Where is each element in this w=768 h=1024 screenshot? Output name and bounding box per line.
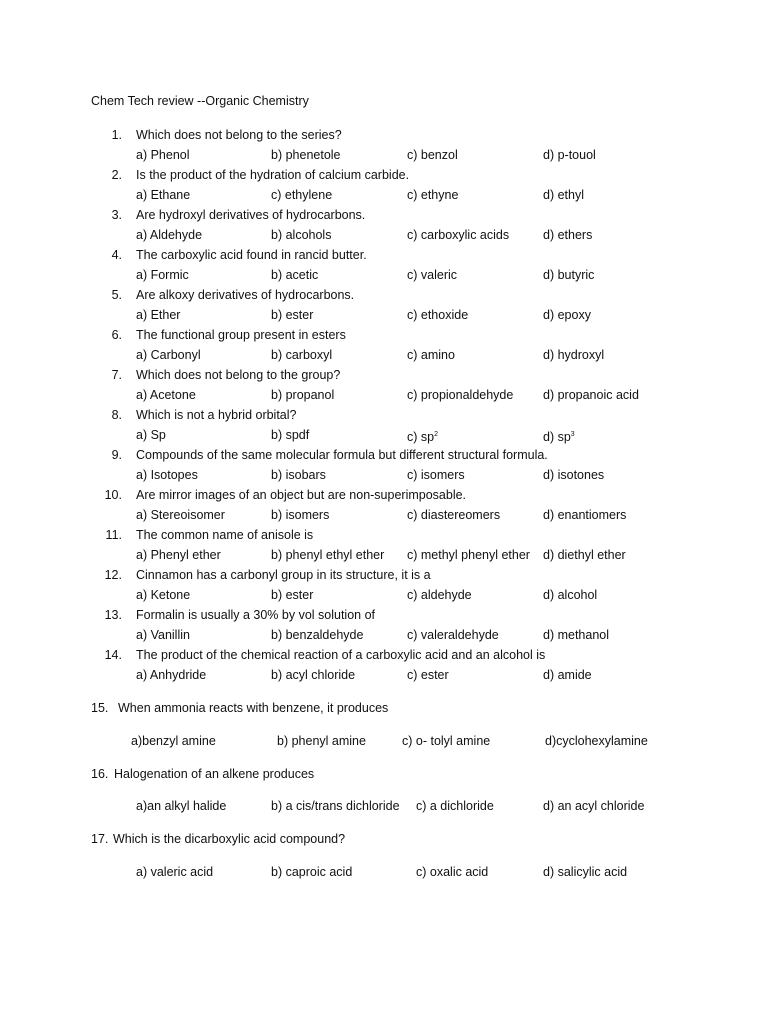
answer-option-text: a) Phenol: [136, 148, 190, 162]
answer-option-text: b) spdf: [271, 428, 310, 442]
question-text: Which does not belong to the series?: [136, 128, 342, 142]
answer-option: [543, 347, 604, 363]
answer-option-text: d) ethyl: [543, 188, 584, 202]
question-number: 8.: [111, 408, 122, 422]
answer-option-text: d) methanol: [543, 628, 610, 642]
question-text: Are mirror images of an object but are non-superimposable.: [136, 488, 467, 502]
answer-option-text: d) isotones: [543, 468, 605, 482]
answer-option-text: b) a cis/trans dichloride: [271, 799, 400, 813]
question-text: Which is the dicarboxylic acid compound?: [113, 832, 346, 846]
answer-option: [271, 507, 329, 523]
question-number: 14.: [104, 648, 122, 662]
answer-option: [271, 267, 318, 283]
answer-option: [136, 798, 226, 814]
question-number: 3.: [111, 208, 122, 222]
answer-option: [271, 307, 313, 323]
answer-option-text: b) phenyl ethyl ether: [271, 548, 385, 562]
answer-option-text: a) Aldehyde: [136, 228, 203, 242]
answer-option: [407, 227, 509, 243]
answer-option: [543, 507, 626, 523]
answer-option: [136, 267, 189, 283]
question-text: Formalin is usually a 30% by vol solution of: [136, 608, 376, 622]
answer-option: [543, 427, 575, 445]
answer-option: [543, 667, 592, 683]
answer-option-text: a) Carbonyl: [136, 348, 201, 362]
answer-option-text: d) diethyl ether: [543, 548, 626, 562]
answer-option: [416, 864, 488, 880]
answer-option: [543, 587, 597, 603]
answer-option: [407, 147, 458, 163]
question-number: 16.: [91, 767, 109, 781]
answer-option: [136, 387, 196, 403]
answer-option: [543, 187, 584, 203]
answer-option-text: c) amino: [407, 348, 455, 362]
answer-option: [543, 227, 592, 243]
answer-option-text: a) Sp: [136, 428, 166, 442]
answer-option-text: c) a dichloride: [416, 799, 494, 813]
answer-option: [136, 627, 190, 643]
question-number: 6.: [111, 328, 122, 342]
answer-option-text: d) p-touol: [543, 148, 596, 162]
answer-option: [543, 307, 591, 323]
answer-option: [402, 733, 490, 749]
question-number: 17.: [91, 832, 109, 846]
answer-option-text: a) Ethane: [136, 188, 191, 202]
answer-option: [407, 507, 500, 523]
answer-option-text: c) ethyne: [407, 188, 459, 202]
answer-option-text: d) epoxy: [543, 308, 591, 322]
answer-option-text: d) propanoic acid: [543, 388, 639, 402]
answer-option: [543, 864, 627, 880]
answer-option-text: c) ethylene: [271, 188, 333, 202]
answer-option-text: d)cyclohexylamine: [545, 734, 648, 748]
answer-option: [407, 267, 457, 283]
question-text: The functional group present in esters: [136, 328, 346, 342]
answer-option-text: a) Formic: [136, 268, 189, 282]
answer-option-text: b) acyl chloride: [271, 668, 356, 682]
answer-option: [407, 307, 468, 323]
question-text: Cinnamon has a carbonyl group in its structure, it is a: [136, 568, 431, 582]
answer-option-text: c) aldehyde: [407, 588, 472, 602]
answer-option-text: b) alcohols: [271, 228, 332, 242]
answer-option: [271, 227, 331, 243]
answer-option: [407, 627, 499, 643]
answer-option: [543, 627, 609, 643]
question-number: 5.: [111, 288, 122, 302]
answer-option: [407, 187, 458, 203]
answer-option: [271, 667, 355, 683]
answer-option-text: c) propionaldehyde: [407, 388, 514, 402]
answer-option: [136, 587, 190, 603]
page-title: Chem Tech review --Organic Chemistry: [91, 94, 309, 108]
question-number: 1.: [111, 128, 122, 142]
question-number: 9.: [111, 448, 122, 462]
answer-option-text: c) diastereomers: [407, 508, 501, 522]
answer-option-text: a) Anhydride: [136, 668, 207, 682]
answer-option-text: a) Ketone: [136, 588, 191, 602]
question-number: 15.: [91, 701, 109, 715]
answer-option: [407, 667, 449, 683]
answer-option-text: d) butyric: [543, 268, 595, 282]
answer-option-text: a) Phenyl ether: [136, 548, 221, 562]
answer-option: [271, 864, 352, 880]
answer-option-text: d) ethers: [543, 228, 593, 242]
question-text: Which does not belong to the group?: [136, 368, 341, 382]
answer-option-text: c) oxalic acid: [416, 865, 489, 879]
question-number: 10.: [104, 488, 122, 502]
question-text: Are hydroxyl derivatives of hydrocarbons.: [136, 208, 366, 222]
answer-option: [271, 627, 363, 643]
answer-option: [271, 147, 341, 163]
answer-option: [136, 227, 202, 243]
answer-option-text: a) Isotopes: [136, 468, 198, 482]
question-text: Halogenation of an alkene produces: [114, 767, 315, 781]
answer-option: [271, 587, 313, 603]
answer-option-text: d) sp: [543, 430, 571, 445]
answer-option: [407, 547, 530, 563]
answer-option: [543, 547, 626, 563]
answer-option: [136, 347, 201, 363]
question-text: Compounds of the same molecular formula but different structural formula.: [136, 448, 548, 462]
answer-option: [136, 864, 213, 880]
answer-option-text: b) caproic acid: [271, 865, 353, 879]
superscript: 3: [570, 431, 575, 438]
answer-option-text: c) benzol: [407, 148, 458, 162]
answer-option-text: b) ester: [271, 308, 314, 322]
answer-option-text: b) phenetole: [271, 148, 341, 162]
answer-option: [136, 507, 225, 523]
answer-option-text: c) sp: [407, 430, 435, 445]
question-text: Which is not a hybrid orbital?: [136, 408, 297, 422]
question-text: The carboxylic acid found in rancid butter.: [136, 248, 367, 262]
question-number: 7.: [111, 368, 122, 382]
question-text: When ammonia reacts with benzene, it produces: [118, 701, 389, 715]
answer-option: [136, 187, 190, 203]
answer-option-text: d) an acyl chloride: [543, 799, 645, 813]
question-number: 4.: [111, 248, 122, 262]
answer-option-text: b) benzaldehyde: [271, 628, 364, 642]
answer-option: [543, 467, 604, 483]
question-text: Are alkoxy derivatives of hydrocarbons.: [136, 288, 355, 302]
question-number: 11.: [105, 528, 122, 542]
answer-option-text: c) ester: [407, 668, 449, 682]
answer-option: [271, 427, 309, 443]
answer-option: [407, 387, 513, 403]
superscript: 2: [434, 431, 438, 438]
answer-option-text: c) methyl phenyl ether: [407, 548, 530, 562]
answer-option-text: c) o- tolyl amine: [402, 734, 491, 748]
answer-option: [136, 147, 190, 163]
answer-option: [407, 347, 455, 363]
answer-option-text: b) ester: [271, 588, 314, 602]
answer-option-text: d) hydroxyl: [543, 348, 605, 362]
answer-option-text: d) alcohol: [543, 588, 598, 602]
answer-option-text: b) isobars: [271, 468, 326, 482]
question-number: 13.: [104, 608, 122, 622]
answer-option: [136, 427, 166, 443]
answer-option-text: b) carboxyl: [271, 348, 333, 362]
answer-option-text: a) Acetone: [136, 388, 196, 402]
answer-option-text: c) ethoxide: [407, 308, 469, 322]
answer-option-text: a) Vanillin: [136, 628, 190, 642]
answer-option: [136, 547, 221, 563]
answer-option-text: c) carboxylic acids: [407, 228, 510, 242]
answer-option: [543, 147, 596, 163]
answer-option: [271, 347, 332, 363]
answer-option: [271, 187, 332, 203]
answer-option: [271, 387, 334, 403]
question-number: 2.: [111, 168, 122, 182]
answer-option-text: d) enantiomers: [543, 508, 627, 522]
answer-option: [271, 547, 384, 563]
answer-option: [277, 733, 366, 749]
answer-option: [136, 307, 180, 323]
answer-option: [543, 267, 594, 283]
answer-option-text: a)benzyl amine: [131, 734, 216, 748]
answer-option-text: c) valeric: [407, 268, 458, 282]
answer-option-text: b) phenyl amine: [277, 734, 366, 748]
answer-option-text: d) salicylic acid: [543, 865, 628, 879]
answer-option: [407, 587, 472, 603]
question-text: The product of the chemical reaction of a carboxylic acid and an alcohol is: [136, 648, 546, 662]
answer-option-text: c) isomers: [407, 468, 465, 482]
answer-option-text: b) acetic: [271, 268, 319, 282]
answer-option: [271, 467, 326, 483]
answer-option-text: c) valeraldehyde: [407, 628, 499, 642]
answer-option: [545, 733, 648, 749]
answer-option-text: d) amide: [543, 668, 592, 682]
answer-option-text: b) isomers: [271, 508, 330, 522]
answer-option-text: a) Ether: [136, 308, 181, 322]
answer-option: [136, 467, 198, 483]
question-number: 12.: [104, 568, 122, 582]
answer-option: [136, 667, 206, 683]
answer-option: [271, 798, 400, 814]
question-text: Is the product of the hydration of calcium carbide.: [136, 168, 410, 182]
answer-option: [543, 798, 644, 814]
answer-option-text: a)an alkyl halide: [136, 799, 227, 813]
answer-option: [407, 427, 438, 445]
answer-option: [416, 798, 494, 814]
answer-option: [543, 387, 639, 403]
answer-option: [407, 467, 465, 483]
answer-option-text: a) valeric acid: [136, 865, 214, 879]
question-text: The common name of anisole is: [136, 528, 314, 542]
answer-option: [131, 733, 216, 749]
answer-option-text: a) Stereoisomer: [136, 508, 225, 522]
answer-option-text: b) propanol: [271, 388, 335, 402]
